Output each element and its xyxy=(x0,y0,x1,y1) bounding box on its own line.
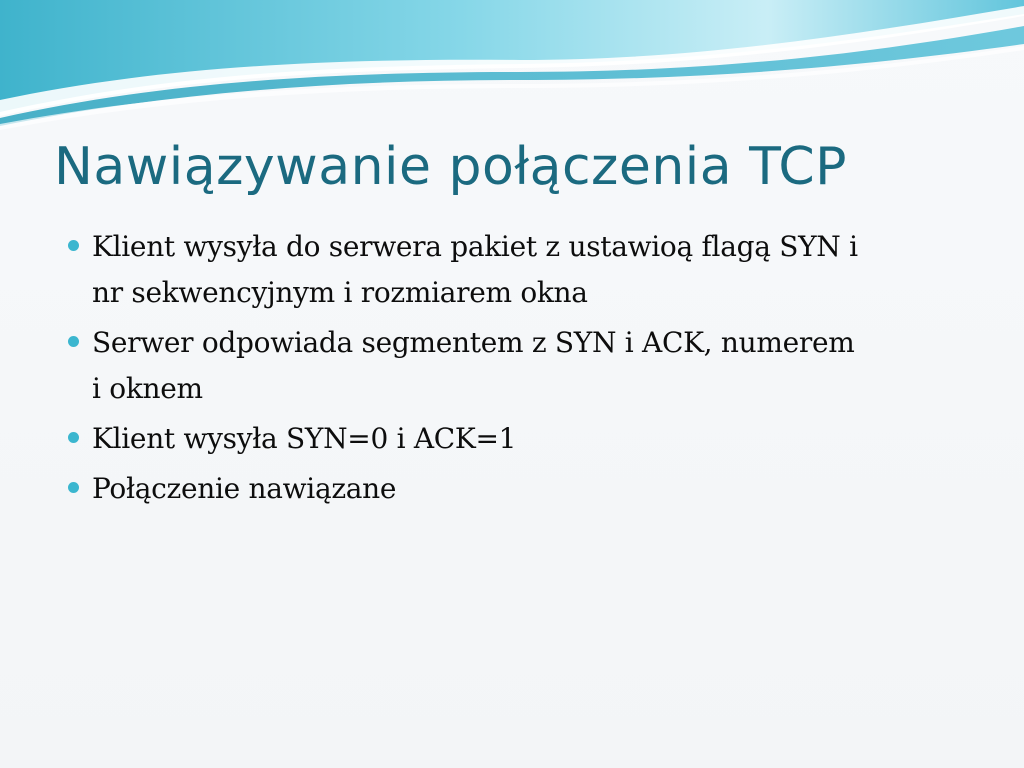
bullet-item xyxy=(68,320,968,412)
bullet-text-line: nr sekwencyjnym i rozmiarem okna xyxy=(92,276,588,309)
bullet-text-line: Połączenie nawiązane xyxy=(92,472,397,505)
header-wave-decoration xyxy=(0,0,1024,130)
bullet-dot-icon xyxy=(68,240,79,251)
bullet-item xyxy=(68,416,968,462)
bullet-text-line: Serwer odpowiada segmentem z SYN i ACK, numerem xyxy=(92,326,855,359)
bullet-text-line: Klient wysyła SYN=0 i ACK=1 xyxy=(92,422,517,455)
bullet-item xyxy=(68,224,968,316)
bullet-text-line: Klient wysyła do serwera pakiet z ustawioą flagą SYN i xyxy=(92,230,858,263)
bullet-dot-icon xyxy=(68,482,79,493)
bullet-item xyxy=(68,466,968,512)
bullet-list xyxy=(68,224,968,516)
bullet-dot-icon xyxy=(68,432,79,443)
bullet-dot-icon xyxy=(68,336,79,347)
slide-title: Nawiązywanie połączenia TCP xyxy=(54,137,848,197)
bullet-text-line: i oknem xyxy=(92,372,203,405)
